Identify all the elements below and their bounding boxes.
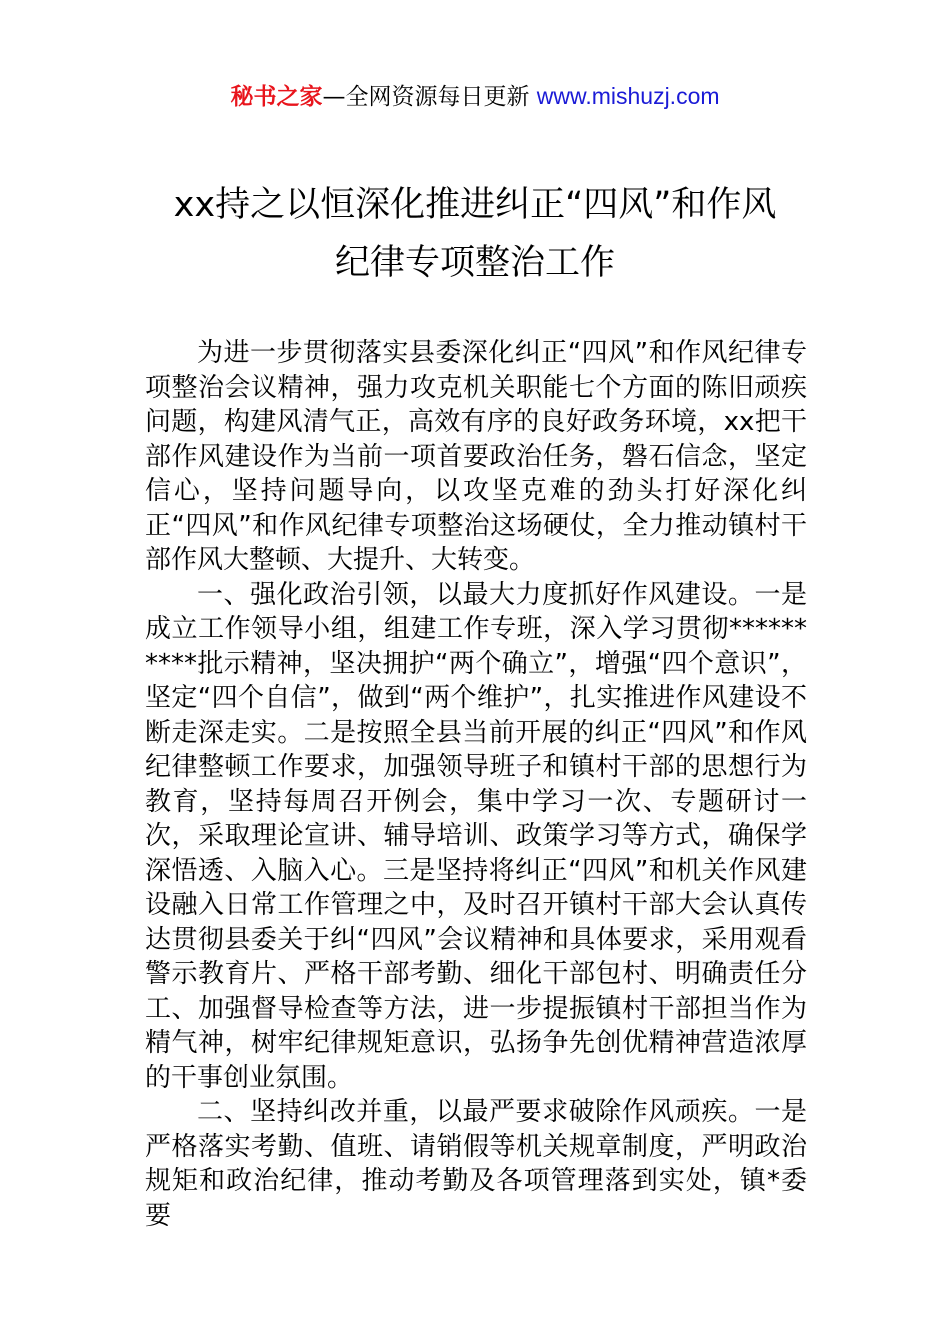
title-line-1: xx持之以恒深化推进纠正“四风”和作风 [173, 185, 777, 225]
paragraph-intro: 为进一步贯彻落实县委深化纠正“四风”和作风纪律专项整治会议精神，强力攻克机关职能七个方面的陈旧顽疾问题，构建风清气正，高效有序的良好政务环境，xx把干部作风建设作为当前一项首要政治任务，磐石信念，坚定信心，坚持问题导向，以攻坚克难的劲头打好深化纠正“四风”和作风纪律专项整治这场硬仗，全力推动镇村干部作风大整顿、大提升、大转变。 [145, 338, 807, 575]
paragraph-section-2: 二、坚持纠改并重，以最严要求破除作风顽疾。一是严格落实考勤、值班、请销假等机关规章制度，严明政治规矩和政治纪律，推动考勤及各项管理落到实处，镇*委要 [145, 1097, 807, 1231]
paragraph-section-1: 一、强化政治引领，以最大力度抓好作风建设。一是成立工作领导小组，组建工作专班，深入学习贯彻**********批示精神，坚决拥护“两个确立”，增强“四个意识”，坚定“四个自信”，做到“两个维护”，扎实推进作风建设不断走深走实。二是按照全县当前开展的纠正“四风”和作风纪律整顿工作要求，加强领导班子和镇村干部的思想行为教育，坚持每周召开例会，集中学习一次、专题研讨一次，采取理论宣讲、辅导培训、政策学习等方式，确保学深悟透、入脑入心。三是坚持将纠正“四风”和机关作风建设融入日常工作管理之中，及时召开镇村干部大会认真传达贯彻县委关于纠“四风”会议精神和具体要求，采用观看警示教育片、严格干部考勤、细化干部包村、明确责任分工、加强督导检查等方法，进一步提振镇村干部担当作为精气神，树牢纪律规矩意识，弘扬争先创优精神营造浓厚的干事创业氛围。 [145, 579, 807, 1093]
site-brand: 秘书之家 [230, 84, 323, 110]
site-url-link[interactable]: www.mishuzj.com [536, 83, 720, 109]
document-title [100, 176, 850, 292]
site-header [0, 78, 950, 115]
document-body [145, 336, 807, 1233]
title-line-2: 纪律专项整治工作 [334, 243, 615, 283]
site-slogan: —全网资源每日更新 [322, 84, 530, 110]
